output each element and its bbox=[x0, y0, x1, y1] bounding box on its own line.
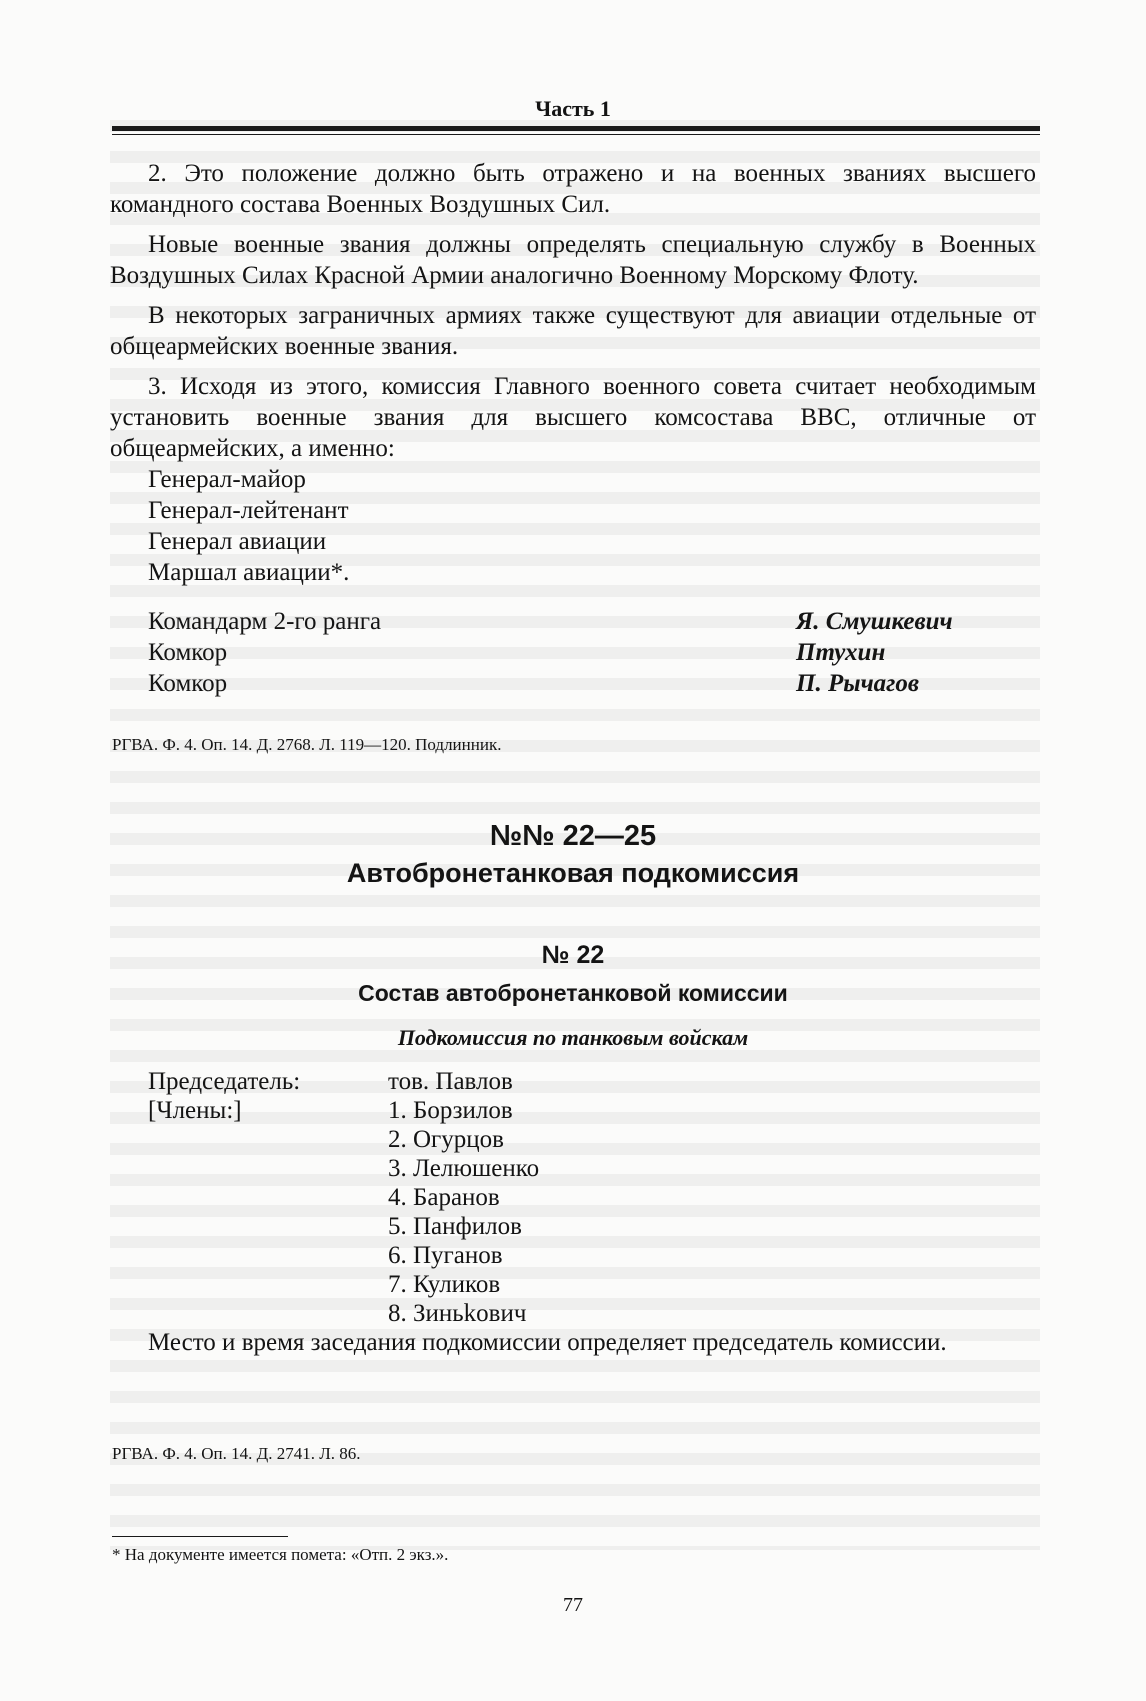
signature-rank: Командарм 2-го ранга bbox=[148, 608, 382, 635]
section-title: Автобронетанковая подкомиссия bbox=[346, 858, 800, 888]
document-number: № 22 bbox=[541, 941, 605, 969]
chairman-label: Председатель: bbox=[148, 1068, 301, 1095]
archive-source: РГВА. Ф. 4. Оп. 14. Д. 2768. Л. 119—120. Подлинник. bbox=[112, 735, 502, 754]
member-name: 4. Баранов bbox=[388, 1184, 500, 1211]
signature-row bbox=[148, 668, 1036, 699]
member-name: 2. Огурцов bbox=[388, 1126, 504, 1153]
rank-item: Генерал авиации bbox=[148, 528, 327, 555]
member-row bbox=[148, 1096, 539, 1125]
member-row bbox=[148, 1299, 539, 1328]
paragraph: В некоторых заграничных армиях также существуют для авиации отдельные от общеармейских военные звания. bbox=[110, 302, 1036, 360]
signature-name: П. Рычагов bbox=[796, 670, 920, 697]
header-rule-thin bbox=[112, 134, 1040, 135]
footnote: * На документе имеется помета: «Отп. 2 экз.». bbox=[112, 1545, 449, 1564]
commission-members bbox=[148, 1067, 539, 1328]
rank-item: Генерал-лейтенант bbox=[148, 497, 349, 524]
member-name: 5. Панфилов bbox=[388, 1213, 522, 1240]
member-name: 3. Лелюшенко bbox=[388, 1155, 540, 1182]
archive-source: РГВА. Ф. 4. Оп. 14. Д. 2741. Л. 86. bbox=[112, 1444, 361, 1463]
rank-list bbox=[148, 464, 1036, 588]
member-row bbox=[148, 1270, 539, 1299]
signature-row bbox=[148, 637, 1036, 668]
document-title: Состав автобронетанковой комиссии bbox=[358, 980, 788, 1006]
member-row bbox=[148, 1212, 539, 1241]
member-name: 6. Пуганов bbox=[388, 1242, 503, 1269]
page-number: 77 bbox=[563, 1594, 583, 1616]
paragraph: Новые военные звания должны определять специальную службу в Военных Воздушных Силах Красной Армии аналогично Военному Морскому Флоту. bbox=[110, 231, 1036, 289]
member-row bbox=[148, 1125, 539, 1154]
members-label: [Члены:] bbox=[148, 1097, 242, 1124]
signature-block bbox=[148, 606, 1036, 699]
member-row bbox=[148, 1241, 539, 1270]
signature-name: Птухин bbox=[796, 639, 886, 666]
signature-row bbox=[148, 606, 1036, 637]
rank-item: Маршал авиации*. bbox=[148, 559, 350, 586]
member-name: 7. Куликов bbox=[388, 1271, 501, 1298]
footnote-rule bbox=[112, 1536, 288, 1537]
member-name: 1. Борзилов bbox=[388, 1097, 513, 1124]
signature-rank: Комкор bbox=[148, 670, 228, 697]
paragraph: 2. Это положение должно быть отражено и на военных званиях высшего командного состава Военных Воздушных Сил. bbox=[110, 160, 1036, 218]
document-subtitle: Подкомиссия по танковым войскам bbox=[397, 1025, 749, 1050]
paragraph: 3. Исходя из этого, комиссия Главного военного совета считает необходимым установить военные звания для высшего комсостава ВВС, отличные от общеармейских, а именно: bbox=[110, 373, 1036, 462]
member-row bbox=[148, 1154, 539, 1183]
signature-name: Я. Смушкевич bbox=[796, 608, 953, 635]
header-rule-thick bbox=[112, 126, 1040, 131]
chairman-name: тов. Павлов bbox=[388, 1068, 513, 1095]
member-row bbox=[148, 1183, 539, 1212]
member-name: 8. Зиньkович bbox=[388, 1300, 527, 1327]
rank-item: Генерал-майор bbox=[148, 466, 306, 493]
main-body bbox=[110, 158, 1036, 699]
closing-paragraph: Место и время заседания подкомиссии определяет председатель комиссии. bbox=[148, 1329, 947, 1356]
chairman-row bbox=[148, 1067, 539, 1096]
section-numbers: №№ 22—25 bbox=[489, 820, 657, 852]
signature-rank: Комкор bbox=[148, 639, 228, 666]
running-header: Часть 1 bbox=[535, 96, 611, 121]
